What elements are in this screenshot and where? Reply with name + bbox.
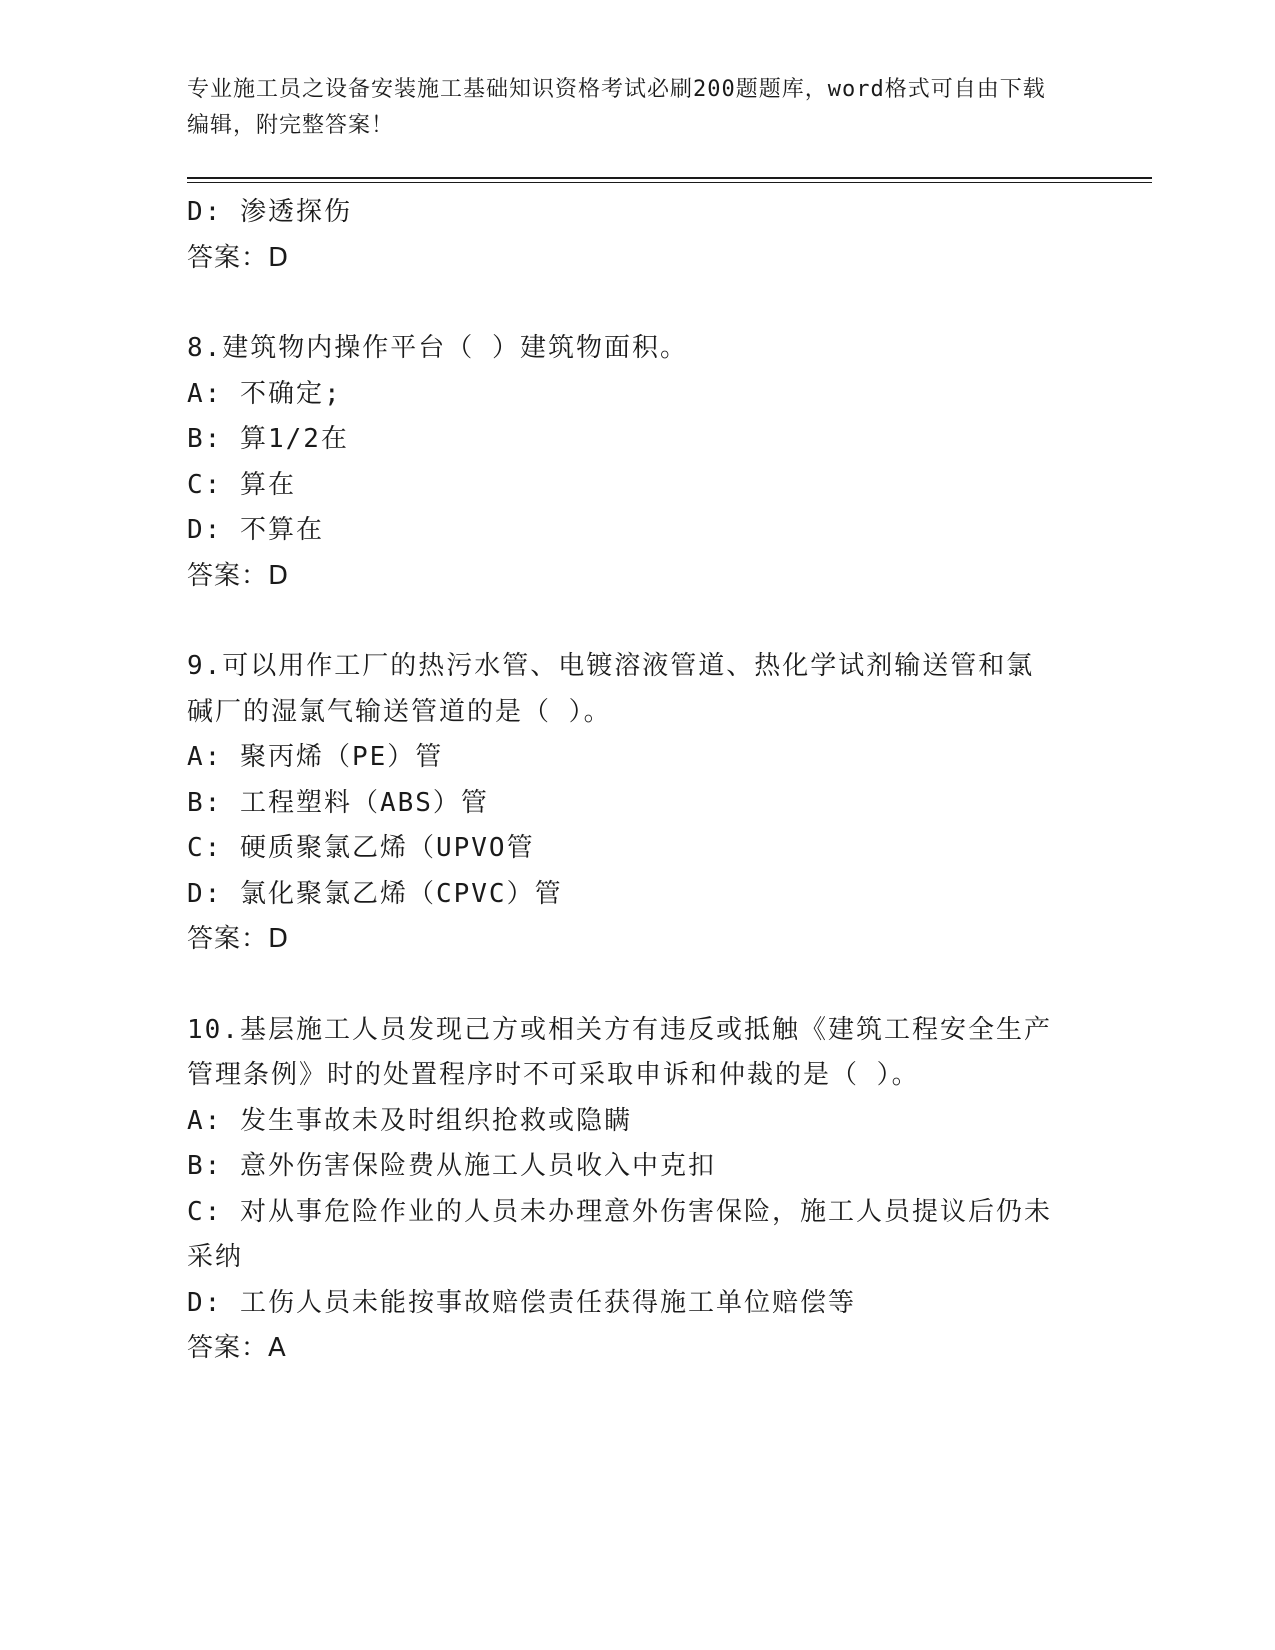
option-text: A: 发生事故未及时组织抢救或隐瞒 [187, 1105, 632, 1136]
option-text: C: 对从事危险作业的人员未办理意外伤害保险，施工人员提议后仍未 [187, 1196, 1052, 1227]
block-spacer [187, 599, 1087, 644]
question-text: 管理条例》时的处置程序时不可采取申诉和仲裁的是（ ）。 [187, 1060, 920, 1090]
option-text: B: 算1/2在 [187, 424, 349, 454]
option-text: B: 工程塑料（ABS）管 [187, 787, 489, 818]
question-block [187, 326, 1087, 599]
answer-text: 答案：D [187, 560, 290, 591]
document-body [187, 190, 1087, 1372]
option-text: D: 不算在 [187, 515, 324, 545]
option-text: C: 算在 [187, 469, 296, 500]
header-divider-thick [187, 177, 1152, 179]
header-title: 专业施工员之设备安装施工基础知识资格考试必刷200题题库，word格式可自由下载编辑，附完整答案！ [187, 77, 1046, 138]
option-text: 采纳 [187, 1242, 244, 1272]
option-text: D: 渗透探伤 [187, 197, 352, 227]
answer-text: 答案：A [187, 1333, 287, 1363]
header-divider-thin [187, 182, 1152, 183]
answer-text: 答案：D [187, 924, 290, 954]
question-block [187, 644, 1087, 963]
option-text: B: 意外伤害保险费从施工人员收入中克扣 [187, 1151, 716, 1181]
block-spacer [187, 963, 1087, 1008]
option-text: D: 氯化聚氯乙烯（CPVC）管 [187, 878, 563, 909]
question-text: 10.基层施工人员发现己方或相关方有违反或抵触《建筑工程安全生产 [187, 1014, 1052, 1045]
question-block [187, 1008, 1087, 1372]
document-header [187, 72, 1067, 144]
answer-text: 答案：D [187, 242, 290, 273]
option-text: A: 聚丙烯（PE）管 [187, 742, 444, 772]
question-text: 9.可以用作工厂的热污水管、电镀溶液管道、热化学试剂输送管和氯 [187, 651, 1035, 681]
block-spacer [187, 281, 1087, 326]
question-text: 8.建筑物内操作平台（ ）建筑物面积。 [187, 333, 688, 363]
option-text: A: 不确定; [187, 378, 342, 409]
option-text: C: 硬质聚氯乙烯（UPVO管 [187, 833, 535, 863]
option-text: D: 工伤人员未能按事故赔偿责任获得施工单位赔偿等 [187, 1287, 856, 1318]
question-text: 碱厂的湿氯气输送管道的是（ ）。 [187, 696, 612, 727]
question-block [187, 190, 1087, 281]
